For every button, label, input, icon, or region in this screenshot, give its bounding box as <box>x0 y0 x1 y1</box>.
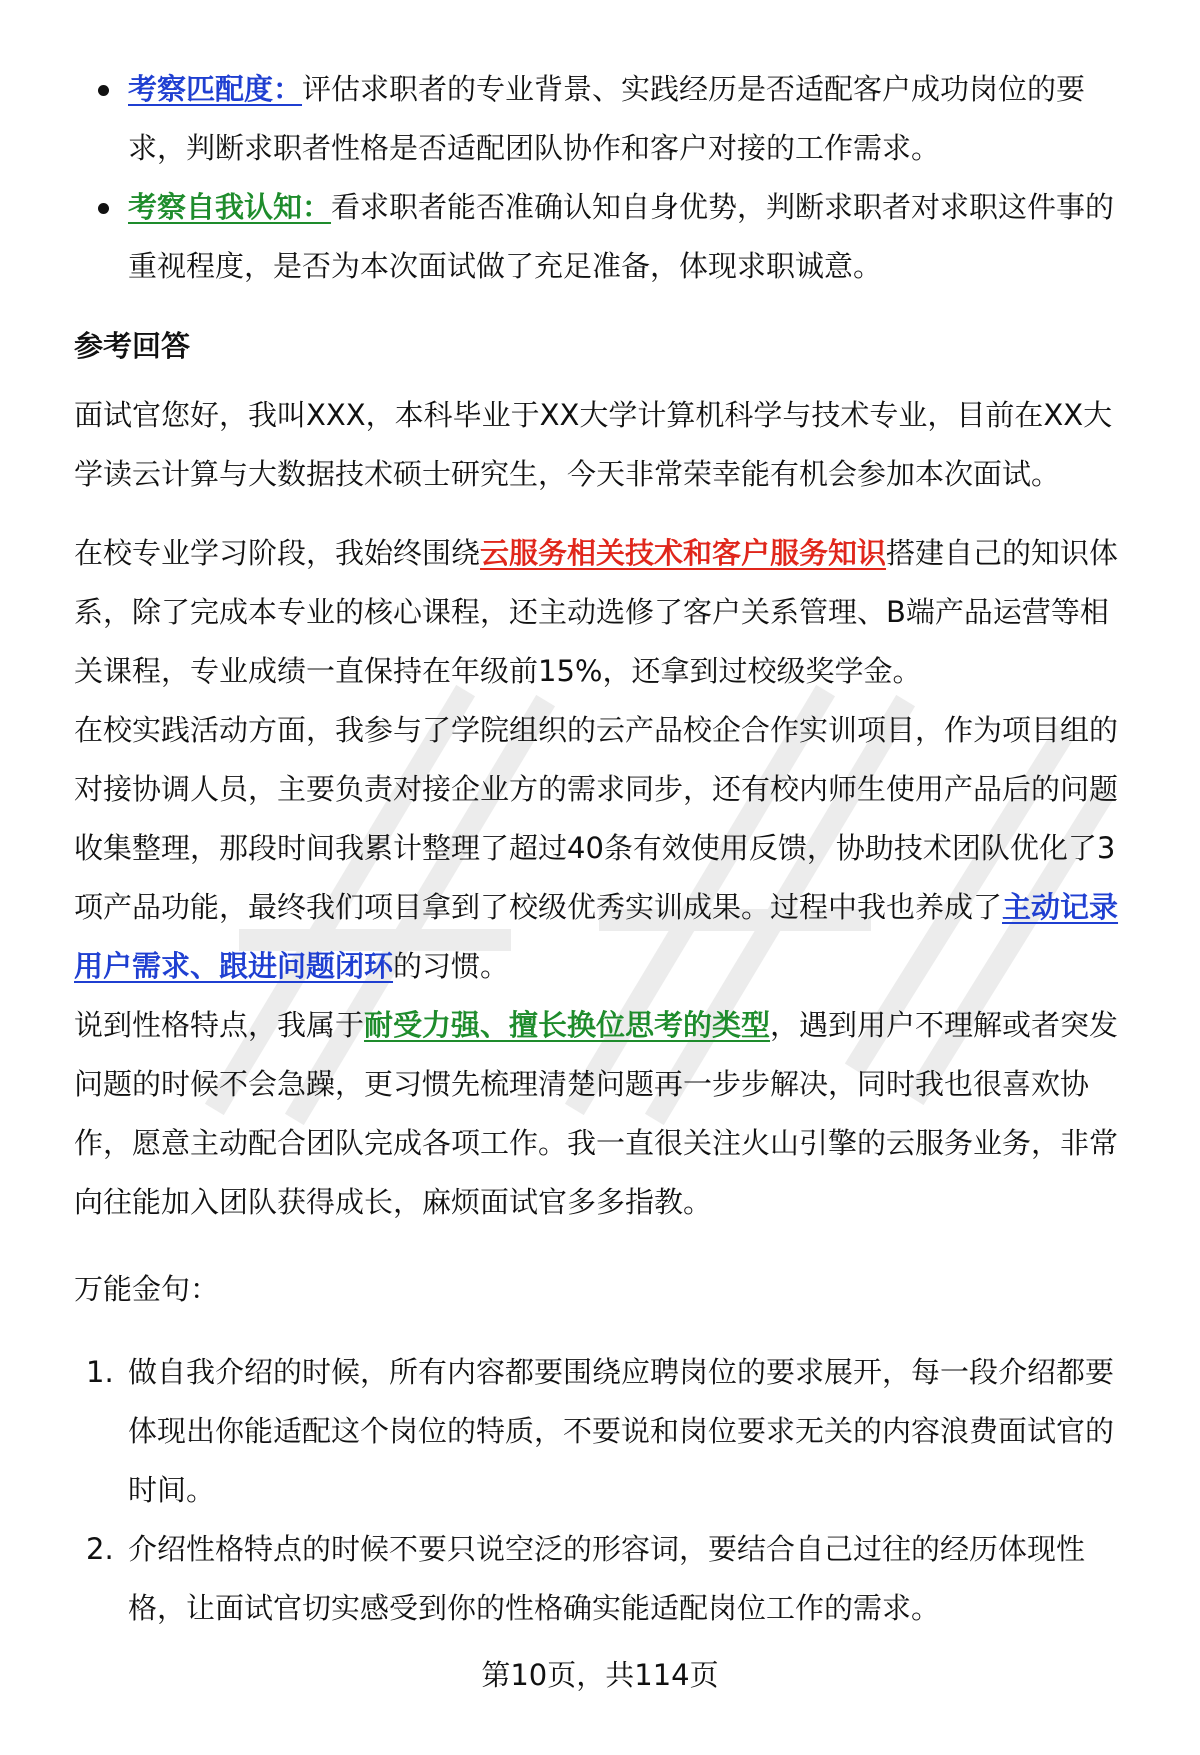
bullet-label-match: 考察匹配度： <box>128 72 303 106</box>
tip-number: 1. <box>86 1355 114 1389</box>
practice-highlight: 主动记录用户需求、跟进问题闭环 <box>74 890 1119 983</box>
study-text-after: 搭建自己的知识体系，除了完成本专业的核心课程，还主动选修了客户关系管理、B端产品运营等相关课程，专业成绩一直保持在年级前15%，还拿到过校级奖学金。 <box>74 536 1119 688</box>
answer-paragraph-intro: 面试官您好，我叫XXX，本科毕业于XX大学计算机科学与技术专业，目前在XX大学读云计算与大数据技术硕士研究生，今天非常荣幸能有机会参加本次面试。 <box>74 398 1113 491</box>
tip-text: 做自我介绍的时候，所有内容都要围绕应聘岗位的要求展开，每一段介绍都要体现出你能适配这个岗位的特质，不要说和岗位要求无关的内容浪费面试官的时间。 <box>128 1355 1115 1507</box>
list-item <box>74 1343 1134 1520</box>
bullet-text-match: 评估求职者的专业背景、实践经历是否适配客户成功岗位的要求，判断求职者性格是否适配团队协作和客户对接的工作需求。 <box>128 72 1086 165</box>
bullet-text-self-awareness: 看求职者能否准确认知自身优势，判断求职者对求职这件事的重视程度，是否为本次面试做了充足准备，体现求职诚意。 <box>128 190 1115 283</box>
tip-number: 2. <box>86 1532 114 1566</box>
practice-text-after: 的习惯。 <box>393 949 510 983</box>
personality-text-after: ，遇到用户不理解或者突发问题的时候不会急躁，更习惯先梳理清楚问题再一步步解决，同时我也很喜欢协作，愿意主动配合团队完成各项工作。我一直很关注火山引擎的云服务业务，非常向往能加入团队获得成长，麻烦面试官多多指教。 <box>74 1008 1119 1219</box>
personality-highlight: 耐受力强、擅长换位思考的类型 <box>364 1008 771 1042</box>
bullet-label-self-awareness: 考察自我认知： <box>128 190 332 224</box>
list-item <box>74 178 1134 296</box>
practice-text-before: 在校实践活动方面，我参与了学院组织的云产品校企合作实训项目，作为项目组的对接协调人员，主要负责对接企业方的需求同步，还有校内师生使用产品后的问题收集整理，那段时间我累计整理了超过40条有效使用反馈，协助技术团队优化了3项产品功能，最终我们项目拿到了校级优秀实训成果。过程中我也养成了 <box>74 713 1119 924</box>
answer-paragraph-study <box>74 524 1134 701</box>
list-item <box>74 60 1134 178</box>
answer-paragraph-practice <box>74 701 1134 996</box>
personality-text-before: 说到性格特点，我属于 <box>74 1008 365 1042</box>
section-title: 参考回答 <box>74 329 191 363</box>
tips-label: 万能金句： <box>74 1272 220 1306</box>
page-footer: 第10页，共114页 <box>481 1658 719 1692</box>
tip-text: 介绍性格特点的时候不要只说空泛的形容词，要结合自己过往的经历体现性格，让面试官切实感受到你的性格确实能适配岗位工作的需求。 <box>128 1532 1086 1625</box>
answer-paragraph-personality <box>74 996 1134 1232</box>
study-highlight: 云服务相关技术和客户服务知识 <box>480 536 887 570</box>
list-item <box>74 1520 1134 1638</box>
tips-list <box>74 1343 1134 1638</box>
evaluation-points-list <box>74 60 1134 296</box>
page-content <box>74 60 1134 1638</box>
study-text-before: 在校专业学习阶段，我始终围绕 <box>74 536 481 570</box>
